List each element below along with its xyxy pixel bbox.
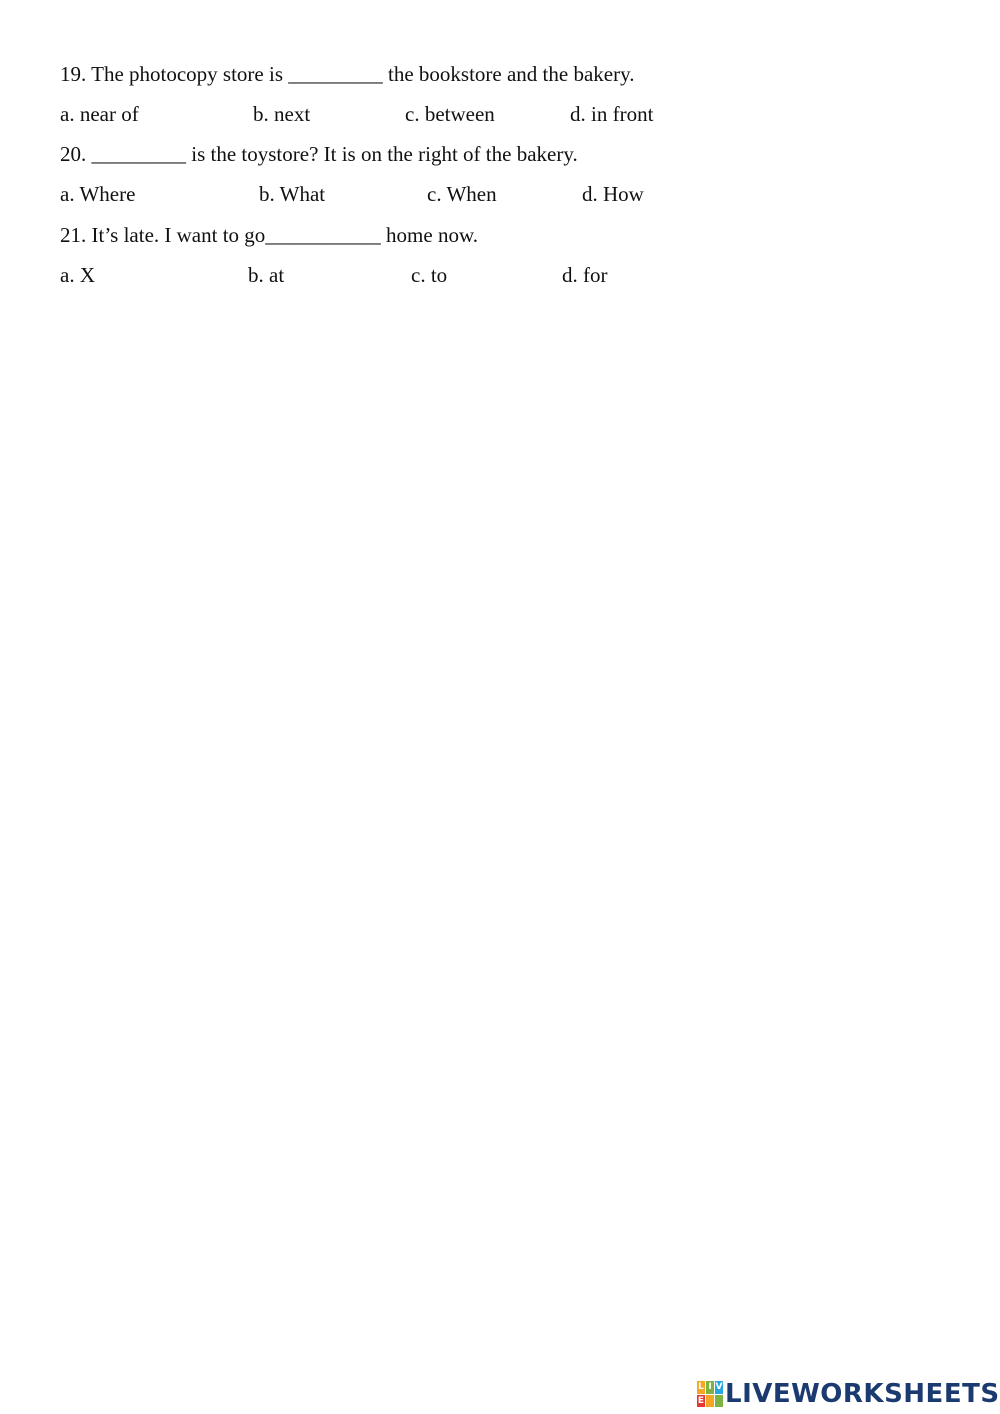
liveworksheets-logo-mark	[697, 1381, 723, 1407]
logo-mark-tile-e: E	[697, 1395, 705, 1406]
question-19-option-b: b. next	[253, 102, 311, 126]
question-20-option-a: a. Where	[60, 182, 136, 206]
logo-mark-tile-i: I	[706, 1381, 714, 1394]
liveworksheets-logo	[697, 1374, 1000, 1414]
question-19-option-d: d. in front	[570, 102, 654, 126]
logo-mark-tile-fill-1	[706, 1395, 714, 1408]
question-20-option-b: b. What	[259, 182, 326, 206]
question-20-option-d: d. How	[582, 182, 644, 206]
logo-mark-tile-v: V	[715, 1382, 723, 1392]
question-21-option-b: b. at	[248, 263, 285, 287]
question-21-option-c: c. to	[411, 263, 448, 287]
question-21-option-a: a. X	[60, 263, 95, 287]
question-20-option-c: c. When	[427, 182, 497, 206]
question-21-stem: 21. It’s late. I want to go___________ home now.	[60, 223, 479, 247]
question-19-option-c: c. between	[405, 102, 495, 126]
question-19-stem: 19. The photocopy store is _________ the bookstore and the bakery.	[60, 62, 635, 86]
question-21-option-d: d. for	[562, 263, 608, 287]
question-19-option-a: a. near of	[60, 102, 139, 126]
question-20-stem: 20. _________ is the toystore? It is on the right of the bakery.	[60, 142, 578, 166]
logo-mark-tile-fill-2	[715, 1395, 723, 1408]
logo-mark-tile-l: L	[698, 1382, 704, 1392]
liveworksheets-logo-text: LIVEWORKSHEETS	[725, 1379, 1000, 1409]
